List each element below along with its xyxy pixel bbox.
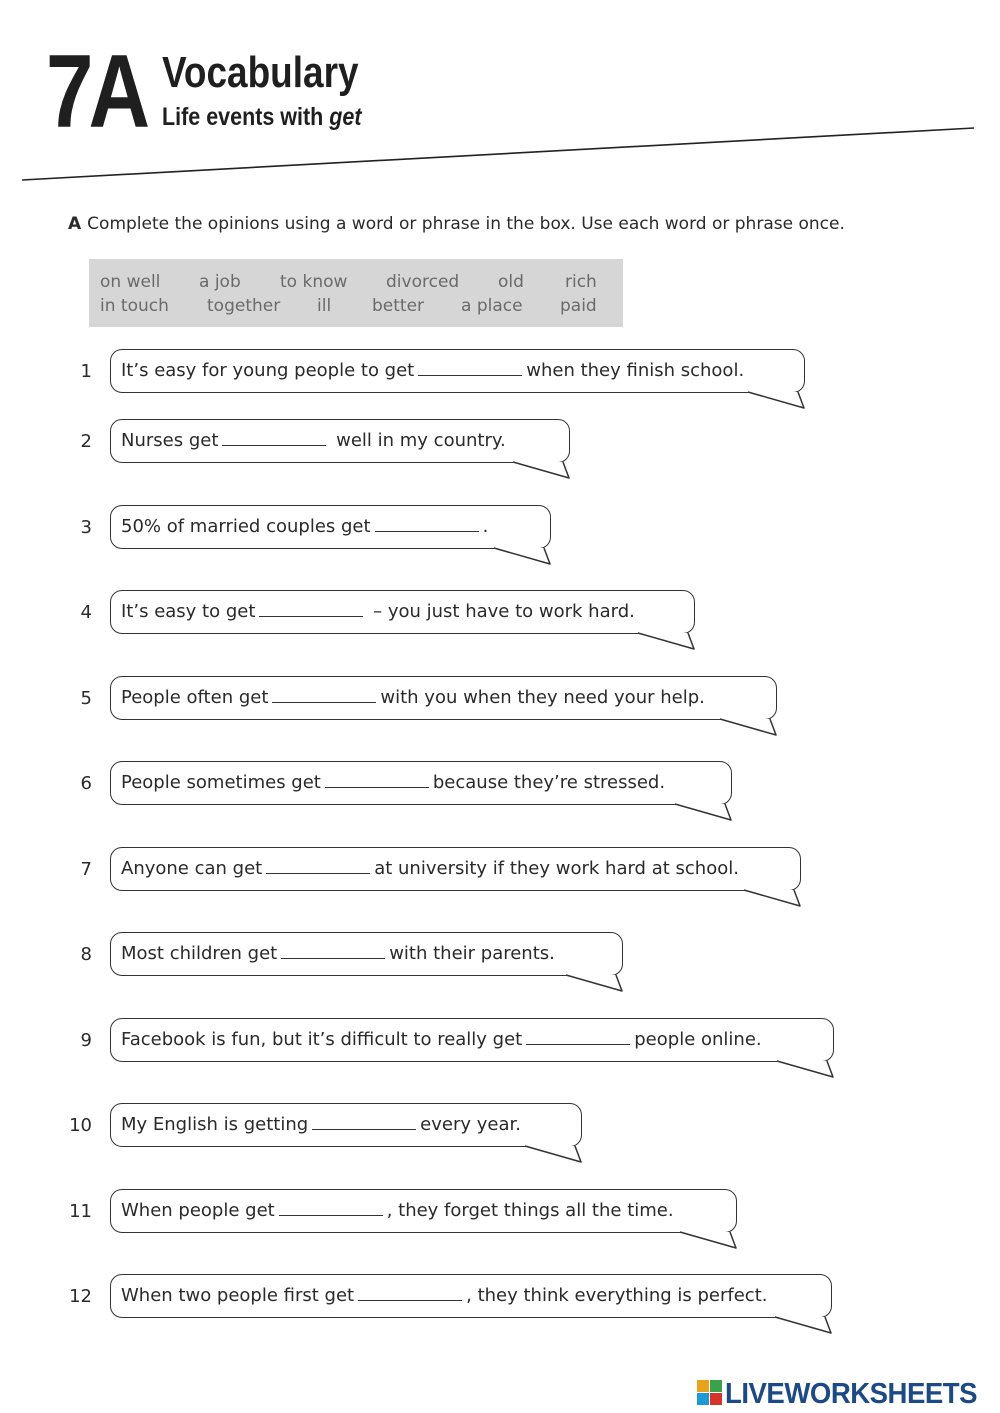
word-box-item: in touch [100, 296, 169, 316]
sentence-end: because they’re stressed. [432, 772, 666, 793]
exercise-instruction [68, 212, 845, 236]
word-box-item: together [207, 296, 281, 316]
item-number: 2 [80, 431, 92, 452]
answer-blank[interactable] [526, 1030, 630, 1045]
item-number: 1 [80, 361, 92, 382]
sentence-end: – you just have to work hard. [367, 601, 635, 622]
item-number: 6 [80, 773, 92, 794]
bubble-tail [769, 1059, 839, 1083]
bubble-tail [558, 973, 628, 997]
item-number: 3 [80, 517, 92, 538]
bubble-tail [712, 717, 782, 741]
subtitle-prefix: Life events with [162, 103, 324, 131]
exercise-letter: A [68, 214, 82, 234]
item-sentence [121, 515, 488, 539]
header-divider [0, 0, 1000, 200]
sentence-end: at university if they work hard at school. [374, 858, 739, 879]
subtitle-keyword: get [329, 103, 362, 131]
speech-bubble [110, 1018, 834, 1062]
liveworksheets-logo [697, 1377, 997, 1411]
answer-blank[interactable] [325, 773, 429, 788]
answer-blank[interactable] [375, 517, 479, 532]
bubble-tail [630, 631, 700, 655]
sentence-start: My English is getting [121, 1114, 309, 1135]
item-sentence [121, 1113, 521, 1137]
bubble-tail [486, 546, 556, 570]
word-box-item: on well [100, 272, 161, 292]
item-sentence [121, 429, 506, 453]
item-sentence [121, 1028, 762, 1052]
sentence-end: with you when they need your help. [380, 687, 705, 708]
bubble-tail [505, 460, 575, 484]
word-box-item: a place [461, 296, 523, 316]
sentence-end: , they think everything is perfect. [466, 1285, 768, 1306]
sentence-start: People sometimes get [121, 772, 321, 793]
sentence-start: 50% of married couples get [121, 516, 371, 537]
word-box-item: divorced [386, 272, 460, 292]
item-number: 7 [80, 859, 92, 880]
item-number: 5 [80, 688, 92, 709]
page-title: Vocabulary [162, 48, 359, 97]
word-box-item: a job [199, 272, 241, 292]
sentence-start: It’s easy to get [121, 601, 256, 622]
sentence-end: every year. [420, 1114, 521, 1135]
item-sentence [121, 359, 744, 383]
sentence-start: Facebook is fun, but it’s difficult to really get [121, 1029, 523, 1050]
sentence-end: when they finish school. [526, 360, 745, 381]
answer-blank[interactable] [418, 361, 522, 376]
item-sentence [121, 686, 705, 710]
item-sentence [121, 942, 555, 966]
brand-name: LIVEWORKSHEETS [725, 1378, 978, 1410]
word-box-item: old [498, 272, 524, 292]
item-number: 8 [80, 944, 92, 965]
item-number: 11 [69, 1201, 92, 1222]
sentence-start: Nurses get [121, 430, 219, 451]
speech-bubble [110, 1274, 832, 1318]
item-sentence [121, 857, 739, 881]
item-number: 12 [69, 1286, 92, 1307]
answer-blank[interactable] [312, 1115, 416, 1130]
sentence-end: well in my country. [330, 430, 506, 451]
unit-number: 7A [46, 34, 146, 150]
speech-bubble [110, 761, 732, 805]
item-sentence [121, 771, 665, 795]
sentence-end: people online. [634, 1029, 762, 1050]
liveworksheets-logo-icon [697, 1380, 723, 1406]
answer-blank[interactable] [279, 1201, 383, 1216]
word-box-item: better [372, 296, 425, 316]
word-box [89, 259, 623, 327]
speech-bubble [110, 590, 695, 634]
bubble-tail [517, 1144, 587, 1168]
answer-blank[interactable] [281, 944, 385, 959]
sentence-end: with their parents. [389, 943, 555, 964]
word-box-item: ill [317, 296, 332, 316]
item-number: 9 [80, 1030, 92, 1051]
word-box-item: paid [560, 296, 597, 316]
bubble-tail [667, 802, 737, 826]
answer-blank[interactable] [222, 431, 326, 446]
bubble-tail [672, 1230, 742, 1254]
item-number: 4 [80, 602, 92, 623]
answer-blank[interactable] [259, 602, 363, 617]
bubble-tail [767, 1315, 837, 1339]
sentence-start: Most children get [121, 943, 278, 964]
sentence-start: It’s easy for young people to get [121, 360, 415, 381]
sentence-end: , they forget things all the time. [386, 1200, 674, 1221]
word-box-item: rich [565, 272, 597, 292]
sentence-start: When people get [121, 1200, 275, 1221]
speech-bubble [110, 676, 777, 720]
sentence-start: Anyone can get [121, 858, 263, 879]
answer-blank[interactable] [272, 688, 376, 703]
item-sentence [121, 1284, 767, 1308]
answer-blank[interactable] [358, 1286, 462, 1301]
speech-bubble [110, 349, 805, 393]
word-box-item: to know [280, 272, 348, 292]
bubble-tail [736, 888, 806, 912]
sentence-start: When two people first get [121, 1285, 355, 1306]
speech-bubble [110, 1189, 737, 1233]
speech-bubble [110, 847, 801, 891]
speech-bubble [110, 505, 551, 549]
bubble-tail [740, 390, 810, 414]
instruction-text: Complete the opinions using a word or phrase in the box. Use each word or phrase once. [87, 214, 845, 234]
item-number: 10 [69, 1115, 92, 1136]
speech-bubble [110, 419, 570, 463]
speech-bubble [110, 1103, 582, 1147]
speech-bubble [110, 932, 623, 976]
sentence-end: . [482, 516, 489, 537]
item-sentence [121, 600, 635, 624]
answer-blank[interactable] [266, 859, 370, 874]
item-sentence [121, 1199, 674, 1223]
sentence-start: People often get [121, 687, 269, 708]
